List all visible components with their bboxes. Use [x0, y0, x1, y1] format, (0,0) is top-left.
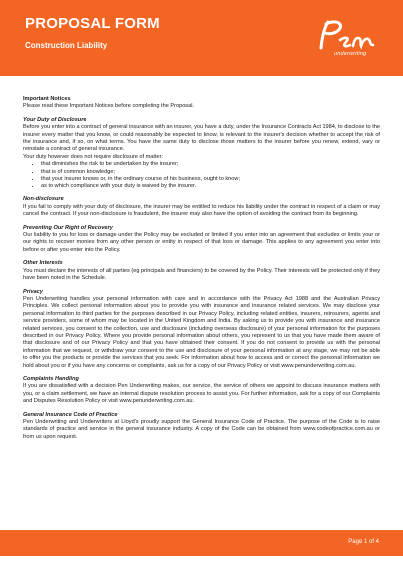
section-complaints-handling	[23, 376, 380, 406]
code-of-practice-text: Pen Underwriting and Underwriters at Lloyd's proudly support the General Insurance Code of Practice. The purpose of the Code is to raise standards of practice and service in the general insurance industry. A copy of the Code can be obtained from www.codeofpractice.com.au or from us upon request.	[23, 419, 380, 440]
duty-of-disclosure-heading: Your Duty of Disclosure	[23, 116, 87, 123]
privacy-text: Pen Underwriting handles your personal information with care and in accordance with the Privacy Act 1988 and the Australian Privacy Principles. We collect personal information about you to provide you with insurance and insurance related services. We may disclose your personal information to third parties for the purposes described in our Privacy Policy, including related entities, insurers, reinsurers, agents and service providers, some of whom may be located in the United Kingdom and India. By asking us to provide you with insurance and insurance related services, you consent to the collection, use and disclosure (including overseas disclosure) of your personal information for the purposes described in our Privacy Policy. Where you provide personal information about others, you represent to us that you have made them aware of that disclosure and of our Privacy Policy and that you have obtained their consent. If you do not consent to provide us with the personal information that we request, or withdraw your consent to the use and disclosure of your personal information at any stage, we may not be able to offer you the products or provide the services that you seek. For information about how to access and or correct the personal information we hold about you or if you have any concerns or complaints, ask us for a copy of our Privacy Policy or visit www.penunderwriting.com.au.	[23, 295, 380, 369]
privacy-heading: Privacy	[23, 288, 43, 295]
section-code-of-practice	[23, 412, 380, 442]
list-item: • that your insurer knows or, in the ordinary course of his business, ought to know;	[41, 176, 380, 183]
right-of-recovery-heading: Preventing Our Right of Recovery	[23, 224, 113, 231]
footer-bar	[0, 530, 403, 556]
section-important-notices	[23, 96, 380, 111]
duty-of-disclosure-paragraph: Before you enter into a contract of general insurance with an insurer, you have a duty, under the Insurance Contracts Act 1984, to disclose to the insurer every matter that you know, or could reasonably be expected to know, is relevant to the insurer's decision whether to accept the risk of the insurance and, if so, on what terms. You have the same duty to disclose those matters to the insurer before you renew, extend, vary or reinstate a contract of general insurance.	[23, 124, 380, 153]
complaints-handling-heading: Complaints Handling	[23, 375, 79, 382]
important-notices-heading: Important Notices	[23, 96, 71, 102]
other-interests-text: You must declare the interests of all parties (eg principals and financiers) to be covered by the Policy. Their interests will be protected only if they have been noted in the Schedule.	[23, 267, 380, 282]
other-interests-heading: Other Interests	[23, 260, 63, 267]
list-item: • that diminishes the risk to be undertaken by the insurer;	[41, 161, 380, 168]
non-disclosure-text: If you fail to comply with your duty of disclosure, the insurer may be entitled to reduce his liability under the contract in respect of a claim or may cancel the contract. If your non-disclosure is fraudulent, the insurer may also have the option of avoiding the contract from its beginning.	[23, 203, 380, 218]
pen-underwriting-logo	[318, 18, 380, 60]
document-subtitle: Construction Liability	[25, 41, 108, 50]
right-of-recovery-text: Our liability to you for loss or damage under the Policy may be excluded or limited if you enter into an agreement that excludes or limits your or our rights to recover monies from any other person or entity in respect of that loss or damage. This applies to any agreement you enter into before or after you enter into the Policy.	[23, 232, 380, 253]
duty-exceptions-list	[23, 161, 380, 190]
code-of-practice-heading: General Insurance Code of Practice	[23, 411, 118, 418]
header-bar	[0, 0, 403, 76]
pen-logo-icon	[318, 18, 380, 52]
document-body	[23, 96, 380, 447]
section-duty-of-disclosure	[23, 117, 380, 191]
logo-tagline: underwriting	[334, 51, 367, 57]
list-item: • as to which compliance with your duty is waived by the insurer.	[41, 183, 380, 190]
non-disclosure-heading: Non-disclosure	[23, 196, 64, 203]
document-title: PROPOSAL FORM	[25, 15, 160, 32]
page-number: Page 1 of 4	[348, 539, 379, 545]
complaints-handling-text: If you are dissatisfied with a decision Pen Underwriting makes, our service, the service of others we appoint to discuss insurance matters with you, or a claim settlement, we have an internal dispute resolution process to assist you. For further information, ask for a copy of our Complaints and Disputes Resolution Policy or visit www.penunderwriting.com.au.	[23, 383, 380, 405]
important-notices-text: Please read these Important Notices before completing the Proposal.	[23, 103, 195, 110]
section-non-disclosure	[23, 196, 380, 218]
section-privacy	[23, 289, 380, 370]
duty-exceptions-intro: Your duty however does not require disclosure of matter:	[23, 153, 164, 160]
list-item: • that is of common knowledge;	[41, 169, 380, 176]
section-right-of-recovery	[23, 225, 380, 255]
section-other-interests	[23, 260, 380, 282]
